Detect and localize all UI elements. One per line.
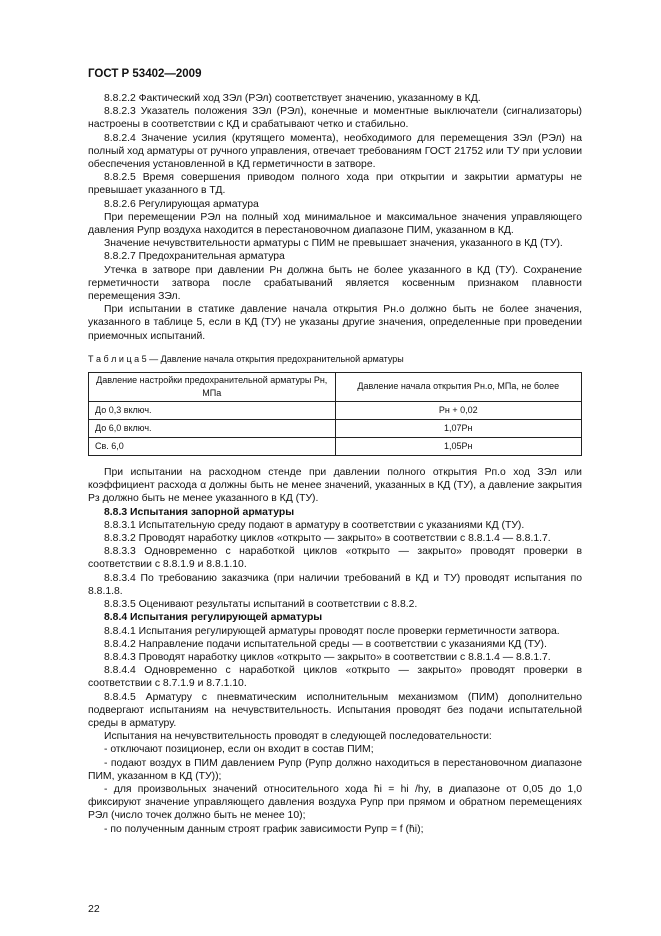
table-cell-opening: 1,07Pн: [335, 420, 582, 438]
paragraph-8-8-3-2: 8.8.3.2 Проводят наработку циклов «открыто — закрыто» в соответствии с 8.8.1.4 — 8.8.1.7.: [104, 533, 551, 545]
paragraph-8-8-3-3: 8.8.3.3 Одновременно с наработкой циклов «открыто — закрыто» проводят проверки в соответствии с 8.8.1.9 и 8.8.1.10.: [88, 546, 582, 571]
table-5: [88, 372, 582, 456]
heading-8-8-2-7: 8.8.2.7 Предохранительная арматура: [104, 251, 285, 263]
paragraph-8-8-2-4: 8.8.2.4 Значение усилия (крутящего момента), необходимого для перемещения ЗЭл (РЭл) на полный ход арматуры от ручного управления, отвечает требованиям ГОСТ 21752 или ТУ при условии обеспечения установленной в КД герметичности в затворе.: [88, 132, 582, 171]
table-cell-opening: Pн + 0,02: [335, 402, 582, 420]
paragraph-8-8-4-5: 8.8.4.5 Арматуру с пневматическим исполнительным механизмом (ПИМ) дополнительно подвергают испытаниям на нечувствительность. Испытания проводят без подачи испытательной среды в арматуру.: [88, 691, 582, 729]
paragraph-8-8-3-5: 8.8.3.5 Оценивают результаты испытаний в соответствии с 8.8.2.: [104, 599, 418, 611]
paragraph-8-8-2-5: 8.8.2.5 Время совершения приводом полного хода при открытии и закрытии арматуры не превышает указанного в ТД.: [88, 172, 582, 197]
paragraph-control-pressure: При перемещении РЭл на полный ход минимальное и максимальное значения управляющего давления Pупр воздуха находится в перестановочном диапазоне ПИМ, указанном в КД.: [88, 211, 582, 237]
table-cell-setting: Св. 6,0: [89, 438, 336, 456]
paragraph-leakage: Утечка в затворе при давлении Pн должна быть не более указанного в КД (ТУ). Сохранение герметичности затвора после срабатываний является косвенным признаком плавности перемещения ЗЭл.: [88, 264, 582, 303]
paragraph-flow-stand: При испытании на расходном стенде при давлении полного открытия Pп.о ход ЗЭл или коэффициент расхода α должны быть не менее значений, указанных в КД (ТУ), а давление закрытия Pз должно быть не менее указанного в КД (ТУ).: [88, 467, 582, 505]
table-header-row: [89, 373, 582, 402]
table-5-caption: Т а б л и ц а 5 — Давление начала открытия предохранительной арматуры: [88, 353, 404, 364]
table-row: [89, 420, 582, 438]
list-item: - для произвольных значений относительного хода h̄i = hi /hy, в диапазоне от 0,05 до 1,0 фиксируют значение управляющего давления воздуха Pупр при прямом и обратном перемещениях РЭл (число точек должно быть не менее 10);: [88, 783, 582, 822]
list-item: - отключают позиционер, если он входит в состав ПИМ;: [104, 744, 374, 756]
paragraph-static-test: При испытании в статике давление начала открытия Pн.о должно быть не более значения, указанного в таблице 5, если в КД (ТУ) не указаны другие значения, определенные при проведении приемочных испытаний.: [88, 304, 582, 342]
table-row: [89, 438, 582, 456]
paragraph-8-8-3-4: 8.8.3.4 По требованию заказчика (при наличии требований в КД и ТУ) проводят испытания по 8.8.1.8.: [88, 572, 582, 597]
paragraph-8-8-2-2: 8.8.2.2 Фактический ход ЗЭл (РЭл) соответствует значению, указанному в КД.: [104, 93, 481, 104]
table-cell-setting: До 6,0 включ.: [89, 420, 336, 438]
list-item: - по полученным данным строят график зависимости Pупр = f (h̄i);: [104, 823, 424, 835]
paragraph-8-8-3-1: 8.8.3.1 Испытательную среду подают в арматуру в соответствии с указаниями КД (ТУ).: [104, 519, 525, 531]
table-col-setting-pressure: Давление настройки предохранительной арматуры Pн, МПа: [89, 373, 336, 402]
paragraph-8-8-4-1: 8.8.4.1 Испытания регулирующей арматуры проводят после проверки герметичности затвора.: [104, 625, 560, 637]
table-cell-setting: До 0,3 включ.: [89, 402, 336, 420]
table-cell-opening: 1,05Pн: [335, 438, 582, 456]
paragraph-8-8-4-4: 8.8.4.4 Одновременно с наработкой циклов «открыто — закрыто» проводят проверки в соответствии с 8.7.1.9 и 8.7.1.10.: [88, 665, 582, 690]
table-row: [89, 402, 582, 420]
paragraph-8-8-2-3: 8.8.2.3 Указатель положения ЗЭл (РЭл), конечные и моментные выключатели (сигнализаторы) настроены в соответствии с КД и срабатывают четко и стабильно.: [88, 106, 582, 131]
document-body: [88, 92, 582, 836]
heading-8-8-3: 8.8.3 Испытания запорной арматуры: [104, 506, 295, 518]
document-header: ГОСТ Р 53402—2009: [88, 68, 202, 80]
list-item: - подают воздух в ПИМ давлением Pупр (Pупр должно находиться в перестановочном диапазоне ПИМ, указанном в КД (ТУ));: [88, 757, 582, 782]
paragraph-8-8-4-3: 8.8.4.3 Проводят наработку циклов «открыто — закрыто» в соответствии с 8.8.1.4 — 8.8.1.7.: [104, 651, 551, 663]
heading-8-8-2-6: 8.8.2.6 Регулирующая арматура: [104, 198, 259, 210]
heading-8-8-4: 8.8.4 Испытания регулирующей арматуры: [104, 612, 323, 624]
table-col-opening-pressure: Давление начала открытия Pн.о, МПа, не более: [335, 373, 582, 402]
paragraph-insensitivity: Значение нечувствительности арматуры с ПИМ не превышает значения, указанного в КД (ТУ).: [104, 238, 563, 250]
page-number: 22: [88, 903, 100, 915]
paragraph-8-8-4-2: 8.8.4.2 Направление подачи испытательной среды — в соответствии с указаниями КД (ТУ).: [104, 638, 547, 650]
paragraph-sequence-intro: Испытания на нечувствительность проводят в следующей последовательности:: [104, 731, 492, 743]
